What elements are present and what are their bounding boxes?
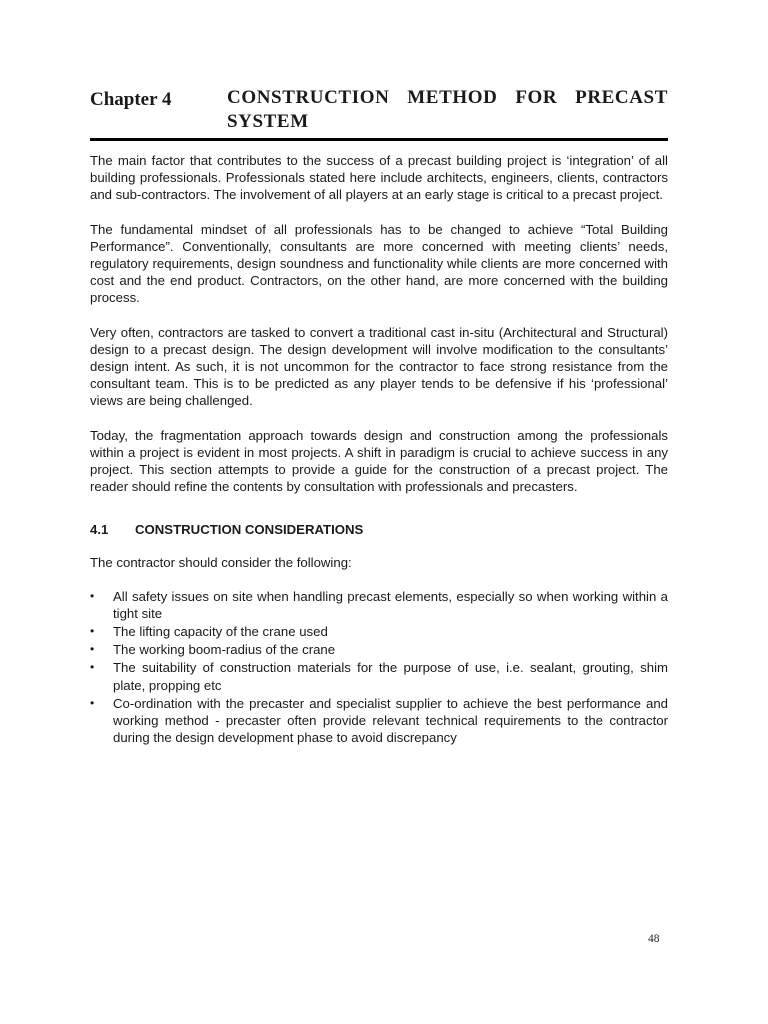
section-intro: The contractor should consider the following: (90, 555, 352, 571)
bullet-icon: • (90, 660, 95, 675)
bullet-icon: • (90, 695, 95, 710)
list-item (90, 695, 668, 747)
list-item (90, 623, 668, 640)
list-item (90, 588, 668, 622)
paragraph-fragmentation: Today, the fragmentation approach towards design and construction among the professionals within a project is evident in most projects. A shift in paradigm is crucial to achieve success in any project. This section attempts to provide a guide for the construction of a precast project. The reader should refine the contents by consultation with professionals and precasters. (90, 427, 668, 495)
bullet-icon: • (90, 588, 95, 603)
bullet-icon: • (90, 624, 95, 639)
list-item-text: The suitability of construction materials for the purpose of use, i.e. sealant, grouting, shim plate, propping etc (113, 660, 668, 693)
list-item-text: The lifting capacity of the crane used (113, 624, 328, 640)
section-number: 4.1 (90, 522, 109, 538)
chapter-heading (90, 86, 668, 141)
chapter-title: CONSTRUCTION METHOD FOR PRECAST SYSTEM (227, 87, 668, 132)
list-item (90, 641, 668, 658)
paragraph-contractors: Very often, contractors are tasked to convert a traditional cast in-situ (Architectural and Structural) design to a precast design. The design development will involve modification to the consultants’ design intent. As such, it is not uncommon for the contractor to face strong resistance from the consultant team. This is to be predicted as any player tends to be defensive if his ‘professional’ views are being challenged. (90, 324, 668, 409)
list-item-text: All safety issues on site when handling precast elements, especially so when working within a tight site (113, 588, 668, 621)
chapter-number: Chapter 4 (90, 89, 172, 110)
paragraph-mindset: The fundamental mindset of all professionals has to be changed to achieve “Total Building Performance”. Conventionally, consultants are more concerned with meeting clients’ needs, regulatory requirements, design soundness and functionality while clients are more concerned with cost and the end product. Contractors, on the other hand, are more concerned with the building process. (90, 221, 668, 306)
considerations-list (90, 588, 668, 747)
section-title: CONSTRUCTION CONSIDERATIONS (135, 522, 364, 538)
section-heading (90, 521, 668, 538)
page-number: 48 (648, 933, 660, 945)
document-page (90, 86, 668, 747)
list-item (90, 659, 668, 693)
bullet-icon: • (90, 642, 95, 657)
list-item-text: The working boom-radius of the crane (113, 642, 336, 658)
paragraph-integration: The main factor that contributes to the success of a precast building project is ‘integration’ of all building professionals. Professionals stated here include architects, engineers, clients, contractors and sub-contractors. The involvement of all players at an early stage is critical to a precast project. (90, 153, 668, 203)
list-item-text: Co-ordination with the precaster and specialist supplier to achieve the best performance and working method - precaster often provide relevant technical requirements to the contractor during the design development phase to avoid discrepancy (113, 695, 668, 746)
